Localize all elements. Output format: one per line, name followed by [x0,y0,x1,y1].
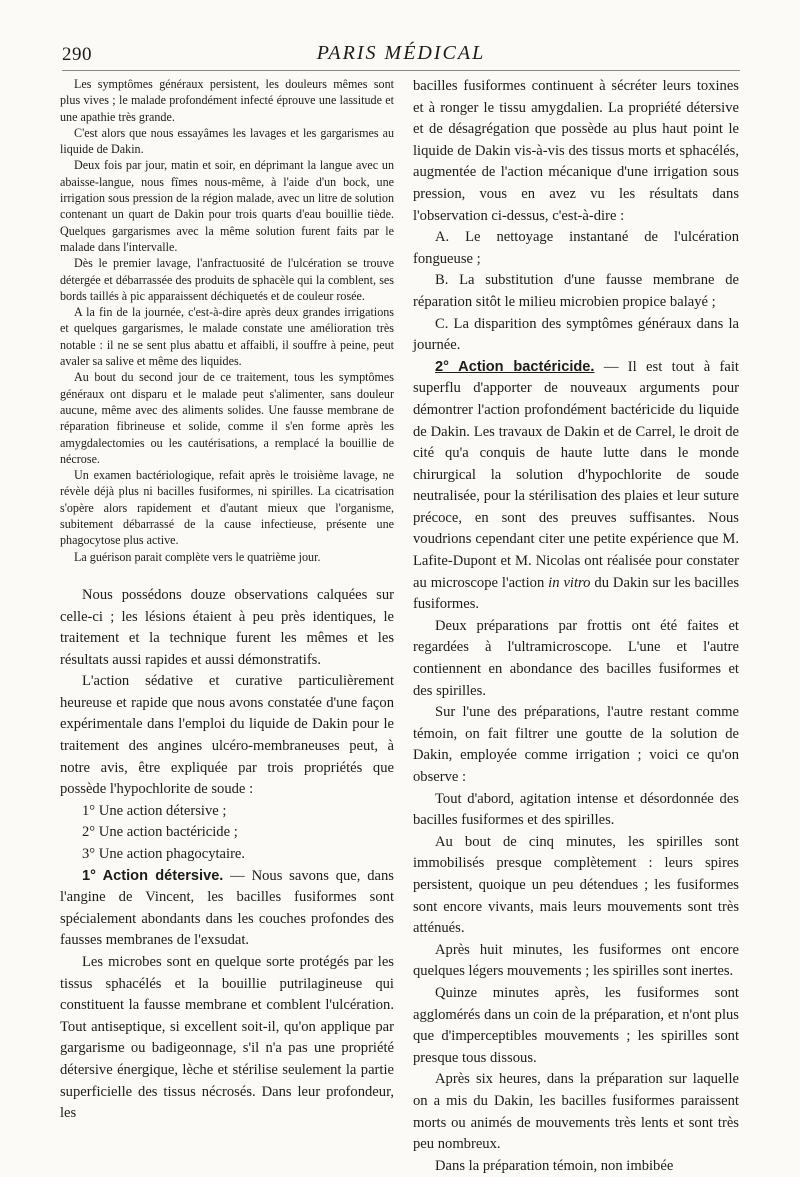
body-paragraph: bacilles fusiformes continuent à sécréter leurs toxines et à ronger le tissu amygdalien. La propriété détersive et de désagrégation que possède au plus haut point le liquide de Dakin vis-à-vis des tissus morts et sphacélés, augmentée de l'action mécanique d'une irrigation sous pression, vous en avez vu les résultats dans l'observation ci-dessus, c'est-à-dire : [413,78,739,224]
page-header [62,40,740,70]
list-item: B. La substitution d'une fausse membrane de réparation sitôt le milieu microbien propice balayé ; [413,272,739,310]
list-item: 1° Une action détersive ; [82,802,227,819]
body-paragraph: Deux préparations par frottis ont été faites et regardées à l'ultramicroscope. L'une et l'autre contiennent en abondance des bacilles fusiformes et des spirilles. [413,617,739,699]
section-heading-detersive: 1° Action détersive. [82,867,224,884]
list-item: 2° Une action bactéricide ; [82,824,238,841]
header-rule [62,70,740,71]
case-paragraph: Deux fois par jour, matin et soir, en déprimant la langue avec un abaisse-langue, nous fîmes nous-même, à l'aide d'un bock, une irrigation sous pression de la région malade, avec un litre de solution contenant un quart de Dakin pour trois quarts d'eau bouillie tiède. Quelques gargarismes avec la même solution furent faits par le malade dans l'intervalle. [60,158,394,254]
section-heading-bactericide: 2° Action bactéricide. [435,358,595,375]
case-paragraph: A la fin de la journée, c'est-à-dire après deux grandes irrigations et quelques gargarismes, le malade constate une amélioration très notable : il ne se sent plus abattu et affaibli, il souffre à peine, peut avaler sa salive et même des liquides. [60,305,394,369]
case-paragraph: Dès le premier lavage, l'anfractuosité de l'ulcération se trouve détergée et débarrassée des produits de sphacèle qui la comblent, ses bords taillés à pic apparaissent déchiquetés et de couleur rosée. [60,256,394,303]
bactericide-tail: du Dakin sur les bacilles fusiformes. [413,574,739,613]
case-paragraph: La guérison parait complète vers le quatrième jour. [74,549,321,564]
body-paragraph: Quinze minutes après, les fusiformes sont agglomérés dans un coin de la préparation, et n'ont plus que d'imperceptibles mouvements ; les spirilles sont presque tous dissous. [413,984,739,1066]
case-paragraph: Un examen bactériologique, refait après le troisième lavage, ne révèle déjà plus ni bacilles fusiformes, ni spirilles. La cicatrisation s'opère alors rapidement et d'autant mieux que l'organisme, subitement débarrassé de la cause infectieuse, présente une phagocytose plus active. [60,468,394,548]
detersive-paragraph [60,866,394,952]
body-paragraph: Dans la préparation témoin, non imbibée [435,1157,674,1174]
body-paragraph: Nous possédons douze observations calquées sur celle-ci ; les lésions étaient à peu près identiques, le traitement et la technique furent les mêmes et les résultats aussi rapides et aussi démonstratifs. [60,586,394,668]
page-number: 290 [62,44,92,65]
body-paragraph: Tout d'abord, agitation intense et désordonnée des bacilles fusiformes et des spirilles. [413,790,739,829]
body-paragraph: Après huit minutes, les fusiformes ont encore quelques légers mouvements ; les spirilles sont inertes. [413,941,739,980]
case-paragraph: Les symptômes généraux persistent, les douleurs mêmes sont plus vives ; le malade profondément infecté éprouve une lassitude et une apathie très grande. [60,77,394,124]
case-paragraph: Au bout du second jour de ce traitement, tous les symptômes généraux ont disparu et le malade peut s'alimenter, sans douleur aucune, même avec des aliments solides. Une fausse membrane de réparation fibrineuse et solide, comme il s'en forme après les amygdalectomies ou les cautérisations, a remplacé la bouillie de nécrose. [60,370,394,466]
list-item: C. La disparition des symptômes généraux dans la journée. [413,315,739,354]
journal-title: PARIS MÉDICAL [316,42,486,64]
left-column [60,76,394,1125]
body-paragraph: Après six heures, dans la préparation sur laquelle on a mis du Dakin, les bacilles fusiformes paraissent morts ou animés de mouvements très lents et sont très peu nombreux. [413,1071,739,1153]
bactericide-text: — Il est tout à fait superflu d'apporter de nouveaux arguments pour démontrer l'action profondément bactéricide du liquide de Dakin. Les travaux de Dakin et de Carrel, le droit de cité qu'a conquis de haute lutte dans le monde chirurgical la solution d'hypochlorite de soude neutralisée, pour la stérilisation des plaies et leur suture précoce, en sont des preuves suffisantes. Nous voudrions cependant citer une petite expérience que M. Lafite-Dupont et M. Nicolas ont réalisée pour constater au microscope l'action [413,358,739,591]
body-paragraph: Au bout de cinq minutes, les spirilles sont immobilisés presque complètement : leurs spires persistent, quoique un peu détendues ; les fusiformes sont encore vivants, mais leurs mouvements sont très atténués. [413,833,739,937]
section-gap [60,565,394,585]
main-body-left [60,585,394,1125]
body-paragraph: Sur l'une des préparations, l'autre restant comme témoin, on fait filtrer une goutte de la solution de Dakin, employée comme irrigation ; voici ce qu'on observe : [413,704,739,785]
list-item: A. Le nettoyage instantané de l'ulcération fongueuse ; [413,229,739,267]
right-column [413,76,739,1177]
body-paragraph: L'action sédative et curative particulièrement heureuse et rapide que nous avons constatée d'une façon expérimentale dans l'emploi du liquide de Dakin pour le traitement des angines ulcéro-membraneuses peut, à notre avis, être expliquée par trois propriétés que possède l'hypochlorite de soude : [60,673,394,798]
in-vitro-term: in vitro [548,574,591,591]
list-item: 3° Une action phagocytaire. [82,846,246,863]
case-paragraph: C'est alors que nous essayâmes les lavages et les gargarismes au liquide de Dakin. [60,125,394,157]
bactericide-paragraph [413,357,739,616]
case-report [60,76,394,565]
body-paragraph: Les microbes sont en quelque sorte protégés par les tissus sphacélés et la bouillie putrilagineuse qui constituent la fausse membrane et comblent l'ulcération. Tout antiseptique, si excellent soit-il, qu'on applique par gargarisme ou badigeonnage, s'il n'a pas une propriété détersive énergique, lèche et stérilise seulement la partie superficielle des tissus nécrosés. Dans leur profondeur, les [60,954,394,1122]
detersive-text: — Nous savons que, dans l'angine de Vincent, les bacilles fusiformes sont spécialement abondants dans les couches profondes des fausses membranes de l'exsudat. [60,867,394,949]
